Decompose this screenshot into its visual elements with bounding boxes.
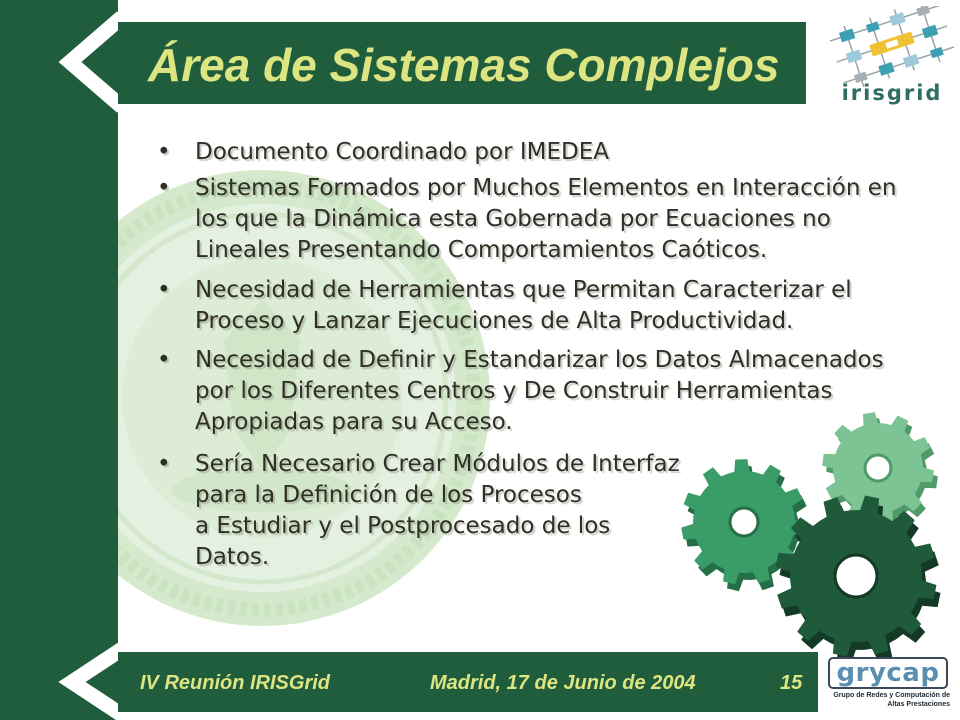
bullet-line: a Estudiar y el Postprocesado de los (195, 513, 611, 539)
footer-band (118, 652, 818, 712)
gear-medium-hole (730, 508, 758, 536)
bullet-line: Sería Necesario Crear Módulos de Interfaz (195, 451, 680, 477)
bullet-text (195, 449, 680, 573)
bullet-line: Datos. (195, 544, 270, 570)
bullet-line: Sistemas Formados por Muchos Elementos en Interacción en (195, 175, 897, 201)
footer-event: IV Reunión IRISGrid (140, 672, 331, 694)
bullet-text (195, 137, 609, 168)
bullet-item (157, 345, 884, 438)
bullet-icon: • (157, 451, 171, 477)
bullet-item (157, 173, 896, 266)
bullet-icon: • (157, 277, 171, 303)
bullet-icon: • (157, 139, 171, 165)
bullet-line: Documento Coordinado por IMEDEA (195, 139, 610, 165)
bullet-item (157, 137, 609, 168)
bullet-line: los que la Dinámica esta Gobernada por Ecuaciones no (195, 206, 831, 232)
bullet-line: para la Definición de los Procesos (195, 482, 582, 508)
bullet-item (157, 275, 852, 337)
footer-date: Madrid, 17 de Junio de 2004 (430, 672, 696, 694)
gear-icon (776, 496, 941, 665)
bullet-line: por los Diferentes Centros y De Construir Herramientas (195, 378, 833, 404)
irisgrid-logo-text: irisgrid (841, 81, 943, 105)
bullet-icon: • (157, 175, 171, 201)
gear-dark-hole (835, 555, 877, 597)
bullet-line: Necesidad de Herramientas que Permitan Caracterizar el (195, 277, 852, 303)
bullet-line: Proceso y Lanzar Ejecuciones de Alta Productividad. (195, 308, 794, 334)
grycap-subtitle-line1: Grupo de Redes y Computación de (833, 692, 950, 699)
slide-title: Área de Sistemas Complejos (148, 39, 780, 91)
grycap-logo (826, 656, 954, 714)
grycap-logo-text: grycap (836, 658, 940, 688)
gear-light-hole (865, 455, 891, 481)
bullet-text (195, 345, 884, 438)
bullet-line: Lineales Presentando Comportamientos Caóticos. (195, 237, 768, 263)
page-number: 15 (780, 672, 803, 694)
bullet-text (195, 275, 852, 337)
bullet-line: Apropiadas para su Acceso. (195, 409, 513, 435)
bullet-icon: • (157, 347, 171, 373)
bullet-line: Necesidad de Definir y Estandarizar los Datos Almacenados (195, 347, 884, 373)
bullet-item (157, 449, 680, 573)
grycap-logo-box (828, 657, 948, 689)
grycap-subtitle-line2: Altas Prestaciones (887, 701, 950, 708)
bullet-text (195, 173, 896, 266)
